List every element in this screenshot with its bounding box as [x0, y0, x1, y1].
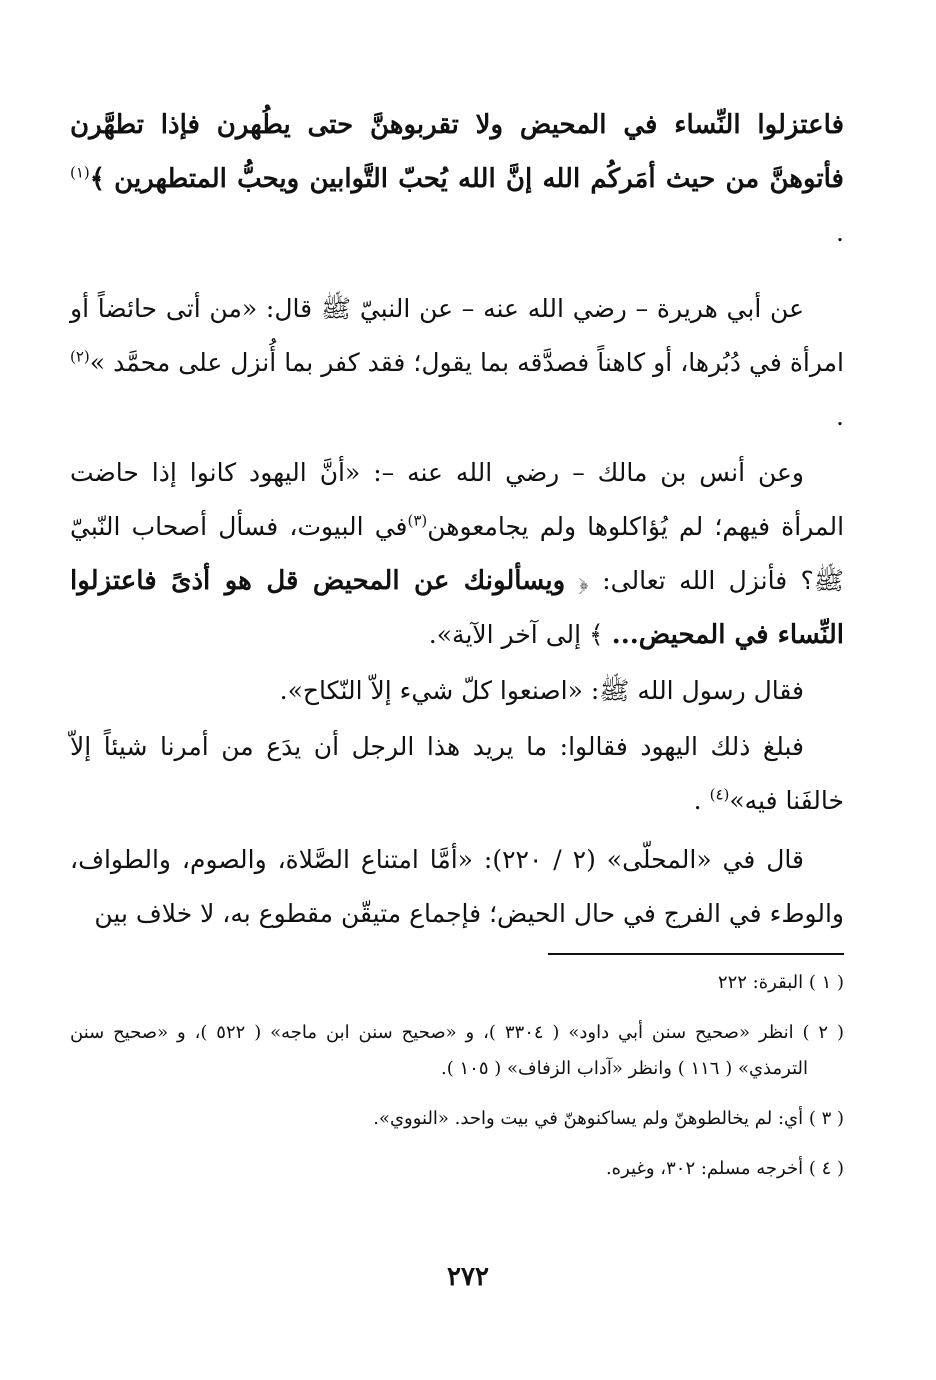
paragraph-end: ﴾ إلى آخر الآية».: [428, 620, 612, 649]
paragraph-end: .: [836, 218, 844, 247]
hadith-text: عن أبي هريرة – رضي الله عنه – عن النبيّ ﷺ قال: «من أتى حائضاً أو امرأة في دُبُرها، أو كاهناً فصدَّقه بما يقول؛ فقد كفر بما أُنزل على محمَّد »: [70, 294, 844, 377]
quran-verse-text: ويسألونك عن المحيض قل هو أذىً فاعتزلوا النِّساء في المحيض...: [70, 566, 844, 650]
hadith-abu-hurairah-paragraph: [70, 282, 844, 444]
jews-reaction-paragraph: [70, 720, 844, 828]
footnote-4: ( ٤ ) أخرجه مسلم: ٣٠٢، وغيره.: [605, 1158, 844, 1179]
quran-verse-text: فاعتزلوا النِّساء في المحيض ولا تقربوهنَّ حتى يطُهرن فإذا تطهَّرن فأتوهنَّ من حيث أمَركُم الله إنَّ الله يُحبّ التَّوابين ويحبُّ المتطهرين: [70, 110, 844, 194]
footnote-ref-4: (٤): [709, 785, 730, 804]
footnotes-section: [70, 965, 844, 1201]
hadith-text-part-b: في البيوت، فسأل أصحاب النّبيّ ﷺ؟ فأنزل الله تعالى: ﴿: [70, 512, 844, 595]
hadith-text-part-a: وعن أنس بن مالك – رضي الله عنه –: «أنَّ اليهود كانوا إذا حاضت المرأة فيهم؛ لم يُؤاكلوها ولم يجامعوهن: [70, 458, 845, 541]
footnote-3: ( ٣ ) أي: لم يخالطوهنّ ولم يساكنوهنّ في بيت واحد. «النووي».: [373, 1108, 844, 1129]
footnote-divider: [548, 953, 844, 955]
hadith-text: فبلغ ذلك اليهود فقالوا: ما يريد هذا الرجل أن يدَع من أمرنا شيئاً إلاّ خالفَنا فيه»: [70, 732, 844, 815]
footnote-1: ( ١ ) البقرة: ٢٢٢: [717, 972, 844, 993]
muhalla-quote-paragraph: [70, 833, 844, 941]
page-number: ٢٧٢: [447, 1262, 489, 1292]
footnote-2: ( ٢ ) انظر «صحيح سنن أبي داود» ( ٣٣٠٤ )، و «صحيح سنن ابن ماجه» ( ٥٢٢ )، و «صحيح سنن الترمذي» ( ١١٦ ) وانظر «آداب الزفاف» ( ١٠٥ ).: [70, 1022, 844, 1079]
footnote-ref-1: (١): [70, 163, 90, 182]
footnote-ref-3: (٣): [407, 511, 428, 530]
hadith-anas-paragraph: [70, 446, 844, 662]
paragraph-end: .: [836, 402, 844, 431]
paragraph-end: .: [693, 786, 710, 815]
hadith-text: فقال رسول الله ﷺ: «اصنعوا كلّ شيء إلاّ النّكاح».: [279, 676, 804, 705]
footnote-ref-2: (٢): [70, 347, 90, 366]
quote-close-bracket: ﴾: [89, 164, 106, 194]
quran-quote-paragraph: [70, 98, 844, 260]
paragraph-text: قال في «المحلّى» (٢ / ٢٢٠): «أمَّا امتناع الصَّلاة، والصوم، والطواف، والوطء في الفرج في حال الحيض؛ فإجماع متيقّن مقطوع به، لا خلاف بين: [70, 845, 844, 928]
prophet-saying-paragraph: [70, 664, 844, 718]
